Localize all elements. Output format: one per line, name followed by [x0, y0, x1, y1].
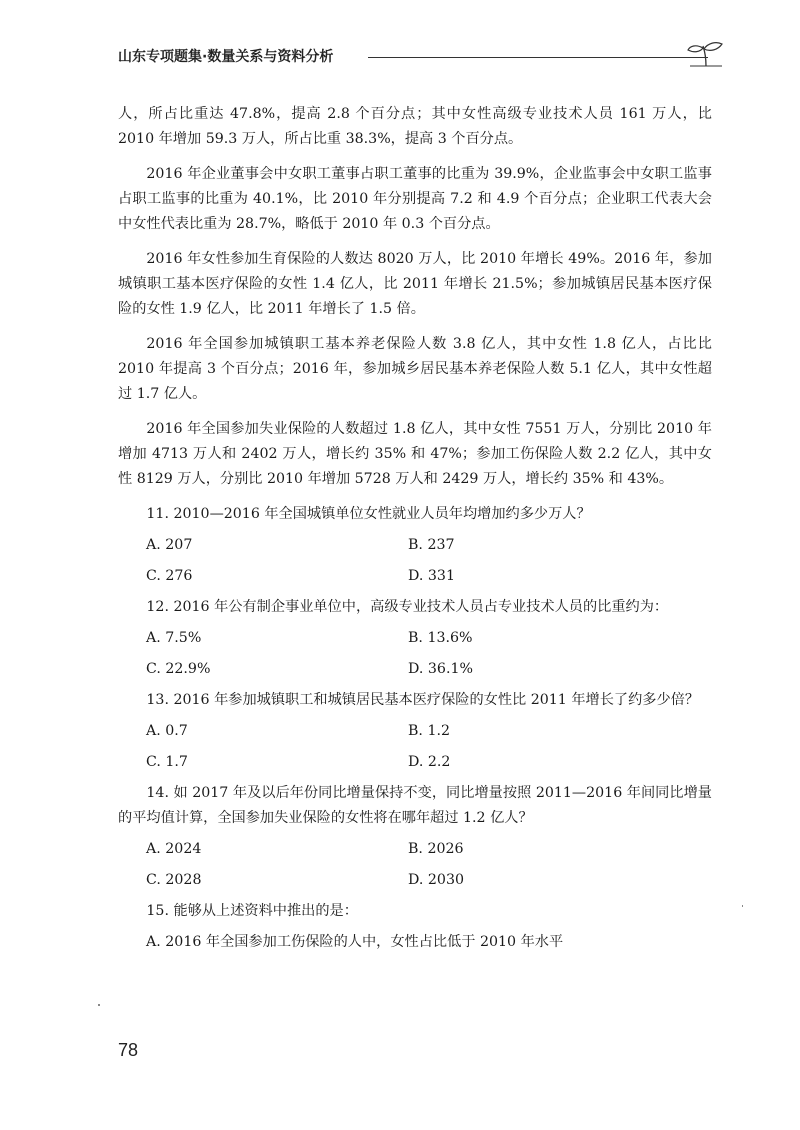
option-d: D. 36.1%: [408, 661, 473, 677]
option-c: C. 22.9%: [146, 661, 211, 677]
paragraph: 2016 年企业董事会中女职工董事占职工董事的比重为 39.9%，企业监事会中女职工监事占职工监事的比重为 40.1%，比 2010 年分别提高 7.2 和 4.9 个百分点；企业职工代表大会中女性代表比重为 28.7%，略低于 2010 年 0.3 个百分点。: [118, 166, 712, 232]
option-c: C. 2028: [146, 872, 202, 888]
paragraph: 2016 年全国参加失业保险的人数超过 1.8 亿人，其中女性 7551 万人，分别比 2010 年增加 4713 万人和 2402 万人，增长约 35% 和 47%；参加工伤保险人数 2.2 亿人，其中女性 8129 万人，分别比 2010 年增加 5728 万人和 2429 万人，增长约 35% 和 43%。: [118, 421, 712, 487]
header-title: 山东专项题集·数量关系与资料分析: [118, 49, 334, 65]
option-a: A. 2024: [146, 841, 202, 857]
question-stem: 12. 2016 年公有制企事业单位中，高级专业技术人员占专业技术人员的比重约为：: [146, 599, 669, 615]
paragraph: 2016 年全国参加城镇职工基本养老保险人数 3.8 亿人，其中女性 1.8 亿人，占比比 2010 年提高 3 个百分点；2016 年，参加城乡居民基本养老保险人数 5.1 亿人，其中女性超过 1.7 亿人。: [118, 336, 712, 402]
option-a: A. 0.7: [146, 723, 188, 739]
option-d: D. 2.2: [408, 754, 451, 770]
option-a: A. 7.5%: [146, 630, 202, 646]
option-c: C. 276: [146, 568, 193, 584]
question-stem: 15. 能够从上述资料中推出的是：: [146, 903, 358, 919]
question-stem: 11. 2010—2016 年全国城镇单位女性就业人员年均增加约多少万人？: [146, 506, 591, 522]
question-stem: 13. 2016 年参加城镇职工和城镇居民基本医疗保险的女性比 2011 年增长了约多少倍？: [146, 692, 700, 708]
option-a: A. 207: [146, 537, 193, 553]
option-b: B. 1.2: [408, 723, 451, 739]
paragraph: 2016 年女性参加生育保险的人数达 8020 万人，比 2010 年增长 49%。2016 年，参加城镇职工基本医疗保险的女性 1.4 亿人，比 2011 年增长 21.5%；参加城镇居民基本医疗保险的女性 1.9 亿人，比 2011 年增长了 1.5 倍。: [118, 251, 712, 317]
page-number: 78: [118, 1040, 139, 1060]
sprout-icon: [686, 40, 726, 68]
running-header: [118, 40, 718, 74]
scan-speck: [98, 1004, 100, 1006]
option-d: D. 331: [408, 568, 455, 584]
scan-speck: [742, 905, 743, 907]
option-list: [118, 626, 712, 682]
option-d: D. 2030: [408, 872, 464, 888]
question-15: [118, 899, 712, 955]
question-12: [118, 595, 712, 682]
option-list: [118, 837, 712, 893]
option-list: [118, 533, 712, 589]
option-a: A. 2016 年全国参加工伤保险的人中，女性占比低于 2010 年水平: [146, 934, 564, 950]
option-c: C. 1.7: [146, 754, 188, 770]
option-b: B. 237: [408, 537, 455, 553]
question-14: [118, 781, 712, 893]
header-rule: [368, 57, 708, 58]
option-b: B. 13.6%: [408, 630, 473, 646]
question-11: [118, 502, 712, 589]
page-content: [118, 102, 712, 955]
option-b: B. 2026: [408, 841, 464, 857]
paragraph: 人，所占比重达 47.8%，提高 2.8 个百分点；其中女性高级专业技术人员 161 万人，比 2010 年增加 59.3 万人，所占比重 38.3%，提高 3 个百分点。: [118, 106, 712, 147]
question-stem: 14. 如 2017 年及以后年份同比增量保持不变，同比增量按照 2011—2016 年间同比增量的平均值计算，全国参加失业保险的女性将在哪年超过 1.2 亿人？: [118, 785, 712, 826]
option-list: [118, 719, 712, 775]
question-13: [118, 688, 712, 775]
